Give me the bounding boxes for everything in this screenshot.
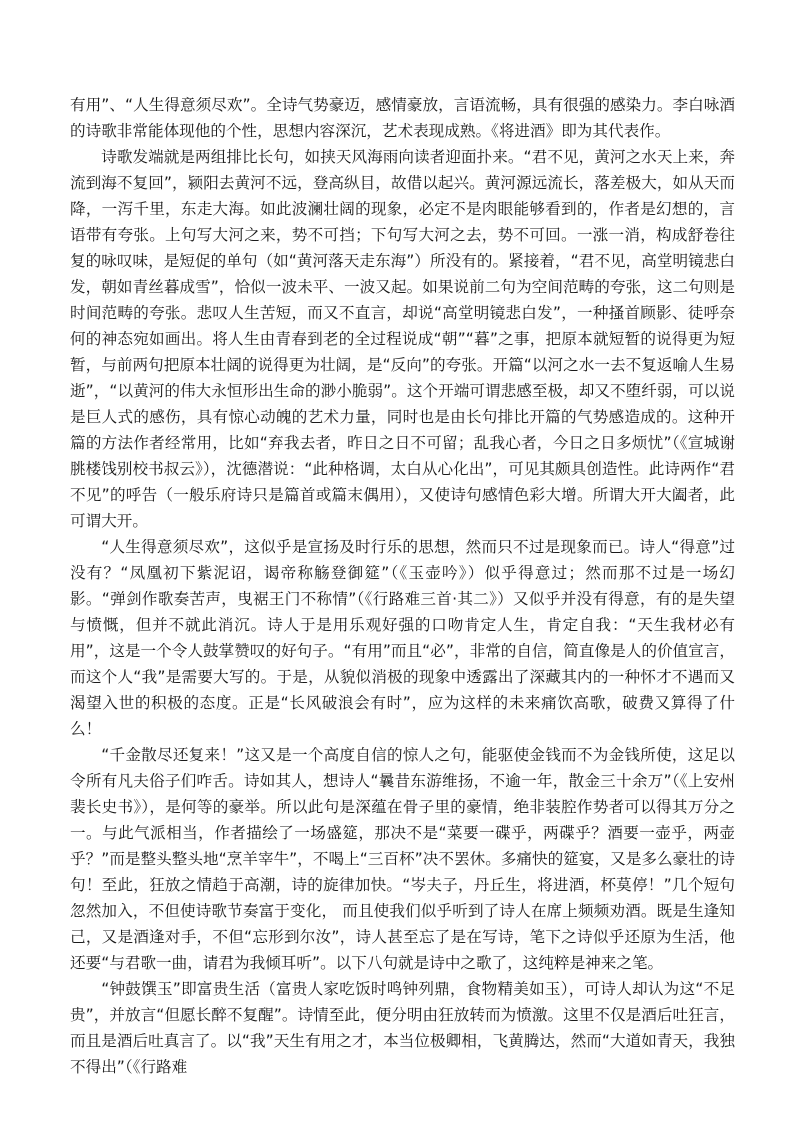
document-page	[70, 92, 735, 1080]
paragraph-1: 有用”、“人生得意须尽欢”。全诗气势豪迈，感情豪放，言语流畅，具有很强的感染力。李白咏酒的诗歌非常能体现他的个性，思想内容深沉，艺术表现成熟。《将进酒》即为其代表作。	[70, 96, 735, 140]
paragraph-3: “人生得意须尽欢”，这似乎是宣扬及时行乐的思想，然而只不过是现象而已。诗人“得意”过没有？“凤凰初下紫泥诏，谒帝称觞登御筵”（《玉壶吟》）似乎得意过；然而那不过是一场幻影。“弹剑作歌奏苦声，曳裾王门不称情”（《行路难三首·其二》）又似乎并没有得意，有的是失望与愤慨，但并不就此消沉。诗人于是用乐观好强的口吻肯定人生，肯定自我：“天生我材必有用”，这是一个令人鼓掌赞叹的好句子。“有用”而且“必”，非常的自信，简直像是人的价值宣言，而这个人“我”是需要大写的。于是，从貌似消极的现象中透露出了深藏其内的一种怀才不遇而又渴望入世的积极的态度。正是“长风破浪会有时”，应为这样的未来痛饮高歌，破费又算得了什么！	[70, 538, 735, 738]
paragraph-5: “钟鼓馔玉”即富贵生活（富贵人家吃饭时鸣钟列鼎，食物精美如玉），可诗人却认为这“不足贵”，并放言“但愿长醉不复醒”。诗情至此，便分明由狂放转而为愤激。这里不仅是酒后吐狂言，而且是酒后吐真言了。以“我”天生有用之才，本当位极卿相，飞黄腾达，然而“大道如青天，我独不得出”（《行路难	[70, 980, 735, 1076]
paragraph-2: 诗歌发端就是两组排比长句，如挟天风海雨向读者迎面扑来。“君不见，黄河之水天上来，奔流到海不复回”，颍阳去黄河不远，登高纵目，故借以起兴。黄河源远流长，落差极大，如从天而降，一泻千里，东走大海。如此波澜壮阔的现象，必定不是肉眼能够看到的，作者是幻想的，言语带有夸张。上句写大河之来，势不可挡；下句写大河之去，势不可回。一涨一消，构成舒卷往复的咏叹味，是短促的单句（如“黄河落天走东海”）所没有的。紧接着，“君不见，高堂明镜悲白发，朝如青丝暮成雪”，恰似一波未平、一波又起。如果说前二句为空间范畴的夸张，这二句则是时间范畴的夸张。悲叹人生苦短，而又不直言，却说“高堂明镜悲白发”，一种搔首顾影、徒呼奈何的神态宛如画出。将人生由青春到老的全过程说成“朝”“暮”之事，把原本就短暂的说得更为短暂，与前两句把原本壮阔的说得更为壮阔，是“反向”的夸张。开篇“以河之水一去不复返喻人生易逝”，“以黄河的伟大永恒形出生命的渺小脆弱”。这个开端可谓悲感至极，却又不堕纤弱，可以说是巨人式的感伤，具有惊心动魄的艺术力量，同时也是由长句排比开篇的气势感造成的。这种开篇的方法作者经常用，比如“弃我去者，昨日之日不可留；乱我心者，今日之日多烦忧”（《宣城谢朓楼饯别校书叔云》），沈德潜说：“此种格调，太白从心化出”，可见其颇具创造性。此诗两作“君不见”的呼告（一般乐府诗只是篇首或篇末偶用），又使诗句感情色彩大增。所谓大开大阖者，此可谓大开。	[70, 148, 735, 530]
paragraph-4: “千金散尽还复来！”这又是一个高度自信的惊人之句，能驱使金钱而不为金钱所使，这足以令所有凡夫俗子们咋舌。诗如其人，想诗人“曩昔东游维扬，不逾一年，散金三十余万”（《上安州裴长史书》），是何等的豪举。所以此句是深蕴在骨子里的豪情，绝非装腔作势者可以得其万分之一。与此气派相当，作者描绘了一场盛筵，那决不是“菜要一碟乎，两碟乎？酒要一壶乎，两壶乎？”而是整头整头地“烹羊宰牛”，不喝上“三百杯”决不罢休。多痛快的筵宴，又是多么豪壮的诗句！至此，狂放之情趋于高潮，诗的旋律加快。“岑夫子，丹丘生，将进酒，杯莫停！”几个短句忽然加入，不但使诗歌节奏富于变化， 而且使我们似乎听到了诗人在席上频频劝酒。既是生逢知己，又是酒逢对手，不但“忘形到尔汝”，诗人甚至忘了是在写诗，笔下之诗似乎还原为生活，他还要“与君歌一曲，请君为我倾耳听”。以下八句就是诗中之歌了，这纯粹是神来之笔。	[70, 746, 735, 972]
